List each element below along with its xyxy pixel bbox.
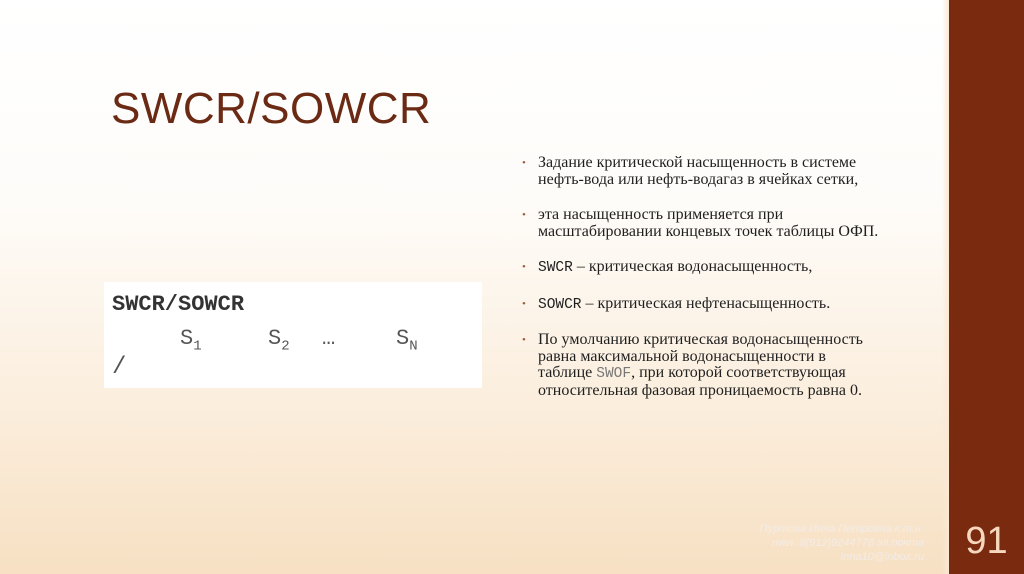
bullet-icon: • xyxy=(522,157,526,169)
syntax-arg-1: $S_1$ xyxy=(180,326,202,355)
syntax-example-box xyxy=(104,282,482,388)
author-footer xyxy=(700,522,924,564)
syntax-arguments xyxy=(180,326,460,356)
syntax-keyword: SWCR/SOWCR xyxy=(112,292,245,317)
bullet-icon: • xyxy=(522,334,526,346)
keyword-swcr: SWCR xyxy=(538,260,573,276)
syntax-arg-n: $S_N$ xyxy=(396,326,418,355)
band-gradient-edge xyxy=(942,0,949,574)
footer-author-line: Пуртова Инна Петровна к.т.н. xyxy=(759,523,924,535)
bullet-list xyxy=(522,155,882,418)
syntax-arg-2: $S_2$ xyxy=(268,326,290,355)
bullet-item-scaling: • эта насыщенность применяется при масштабировании концевых точек таблицы ОФП. xyxy=(522,206,879,240)
footer-phone-line: тел. 8(912)9244778 эл.почта xyxy=(772,537,924,549)
side-accent-band xyxy=(949,0,1024,574)
bullet-icon: • xyxy=(522,261,526,273)
syntax-ellipsis: … xyxy=(322,326,336,351)
keyword-swof: SWOF xyxy=(596,366,632,382)
bullet-item-sowcr: • SOWCR – критическая нефтенасыщенность. xyxy=(522,294,831,313)
keyword-sowcr: SOWCR xyxy=(538,296,582,313)
slide-title: SWCR/SOWCR xyxy=(111,84,432,133)
footer-email-line: inna10@inbox.ru xyxy=(840,551,924,563)
bullet-item-critical-saturation: • Задание критической насыщенность в системе нефть-вода или нефть-водагаз в ячейках сетки, xyxy=(522,154,859,188)
bullet-icon: • xyxy=(522,297,526,310)
bullet-icon: • xyxy=(522,209,526,221)
bullet-item-swcr: • SWCR – критическая водонасыщенность, xyxy=(522,258,813,276)
syntax-terminator: / xyxy=(112,354,127,381)
bullet-item-default: • По умолчанию критическая водонасыщенность равна максимальной водонасыщенности в таблице SWOF, при которой соответствующая относительная фазовая проницаемость равна 0. xyxy=(522,331,863,399)
page-number: 91 xyxy=(965,520,1008,562)
